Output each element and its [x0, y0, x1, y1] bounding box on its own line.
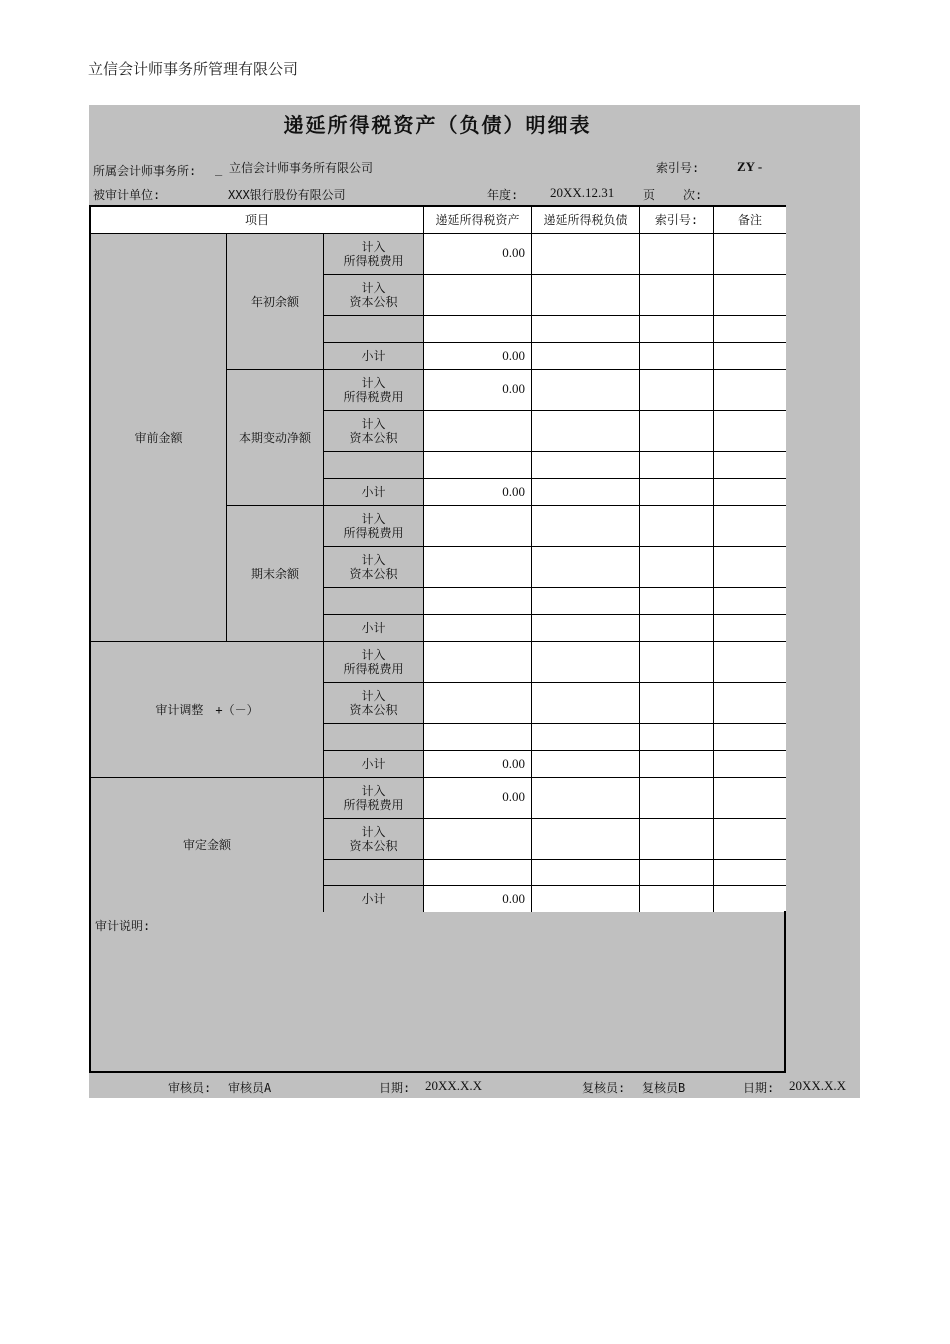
row-label-line: 资本公积 — [349, 567, 398, 581]
table-cell[interactable] — [532, 343, 640, 370]
group-closing-balance: 期末余额 — [227, 506, 324, 642]
section-audited-amount: 审定金额 — [91, 778, 324, 912]
company-header: 立信会计师事务所管理有限公司 — [88, 60, 299, 78]
table-cell[interactable] — [424, 275, 532, 316]
row-label-line: 所得税费用 — [343, 662, 404, 676]
row-label-line: 计入 — [361, 553, 386, 567]
row-label-line: 资本公积 — [349, 295, 398, 309]
table-cell[interactable] — [714, 751, 786, 778]
table-cell[interactable] — [424, 588, 532, 615]
row-label-blank — [324, 724, 424, 751]
table-cell[interactable] — [640, 751, 714, 778]
checker-label: 复核员: — [582, 1081, 626, 1095]
row-label-subtotal: 小计 — [324, 615, 424, 642]
section-audit-adjustment: 审计调整 +（－） — [91, 642, 324, 778]
row-label-blank — [324, 452, 424, 479]
table-cell[interactable] — [714, 506, 786, 547]
date2-label: 日期: — [743, 1081, 775, 1095]
entity-label: 被审计单位: — [93, 188, 161, 202]
audit-notes-box[interactable] — [89, 911, 786, 1073]
change-tax-expense-dta[interactable]: 0.00 — [424, 370, 532, 411]
table-cell[interactable] — [424, 452, 532, 479]
row-label-line: 计入 — [361, 376, 386, 390]
table-cell[interactable] — [532, 642, 640, 683]
table-cell[interactable] — [640, 411, 714, 452]
table-cell[interactable] — [532, 778, 640, 819]
index-label: 索引号: — [656, 161, 700, 175]
table-cell[interactable] — [532, 452, 640, 479]
entity-value: XXX银行股份有限公司 — [228, 188, 346, 202]
signoff-footer — [89, 1073, 860, 1098]
section-pre-audit: 审前金额 — [91, 234, 227, 642]
row-label-line: 资本公积 — [349, 703, 398, 717]
year-value: 20XX.12.31 — [550, 185, 615, 200]
row-label-tax-expense — [324, 778, 424, 819]
sheet-title: 递延所得税资产（负债）明细表 — [283, 113, 592, 137]
table-cell[interactable] — [640, 343, 714, 370]
row-label-line: 所得税费用 — [343, 390, 404, 404]
table-cell[interactable] — [714, 724, 786, 751]
table-cell[interactable] — [424, 547, 532, 588]
table-cell[interactable] — [640, 860, 714, 886]
row-label-capital-reserve — [324, 683, 424, 724]
date2-value: 20XX.X.X — [789, 1078, 847, 1093]
worksheet — [89, 105, 860, 1098]
table-cell[interactable] — [640, 479, 714, 506]
row-label-line: 计入 — [361, 648, 386, 662]
page-label-1: 页 — [643, 188, 656, 202]
table-cell[interactable] — [714, 778, 786, 819]
date1-value: 20XX.X.X — [425, 1078, 483, 1093]
table-cell[interactable] — [714, 819, 786, 860]
table-cell[interactable] — [424, 683, 532, 724]
opening-tax-expense-dta[interactable]: 0.00 — [424, 234, 532, 275]
change-subtotal-dta[interactable]: 0.00 — [424, 479, 532, 506]
row-label-blank — [324, 316, 424, 343]
table-cell[interactable] — [424, 411, 532, 452]
row-label-line: 计入 — [361, 512, 386, 526]
table-cell[interactable] — [714, 370, 786, 411]
date1-label: 日期: — [379, 1081, 411, 1095]
firm-label: 所属会计师事务所: — [93, 164, 197, 178]
table-cell[interactable] — [532, 751, 640, 778]
table-cell[interactable] — [424, 819, 532, 860]
table-cell[interactable] — [640, 588, 714, 615]
table-cell[interactable] — [714, 886, 786, 912]
year-label: 年度: — [487, 188, 519, 202]
table-cell[interactable] — [532, 506, 640, 547]
firm-value: 立信会计师事务所有限公司 — [229, 161, 374, 175]
row-label-blank — [324, 860, 424, 886]
table-cell[interactable] — [532, 819, 640, 860]
table-cell[interactable] — [714, 275, 786, 316]
table-cell[interactable] — [714, 452, 786, 479]
table-cell[interactable] — [424, 642, 532, 683]
table-cell[interactable] — [640, 547, 714, 588]
group-net-change: 本期变动净额 — [227, 370, 324, 506]
row-label-capital-reserve — [324, 819, 424, 860]
row-label-tax-expense — [324, 506, 424, 547]
table-cell[interactable] — [714, 860, 786, 886]
table-cell[interactable] — [532, 588, 640, 615]
table-cell[interactable] — [714, 316, 786, 343]
table-cell[interactable] — [714, 343, 786, 370]
row-label-subtotal: 小计 — [324, 886, 424, 912]
header-dtl: 递延所得税负债 — [532, 207, 640, 234]
row-label-capital-reserve — [324, 275, 424, 316]
table-cell[interactable] — [640, 778, 714, 819]
opening-subtotal-dta[interactable]: 0.00 — [424, 343, 532, 370]
row-label-line: 所得税费用 — [343, 526, 404, 540]
table-cell[interactable] — [532, 316, 640, 343]
row-label-subtotal: 小计 — [324, 479, 424, 506]
index-value: ZY - — [737, 159, 763, 174]
table-cell[interactable] — [714, 615, 786, 642]
table-cell[interactable] — [640, 683, 714, 724]
row-label-line: 计入 — [361, 784, 386, 798]
table-cell[interactable] — [714, 683, 786, 724]
audit-notes-label: 审计说明: — [95, 919, 151, 933]
table-cell[interactable] — [532, 370, 640, 411]
final-subtotal-dta[interactable]: 0.00 — [424, 886, 532, 912]
row-label-line: 所得税费用 — [343, 798, 404, 812]
row-label-line: 资本公积 — [349, 431, 398, 445]
table-cell[interactable] — [640, 506, 714, 547]
row-label-tax-expense — [324, 642, 424, 683]
table-cell[interactable] — [714, 479, 786, 506]
row-label-capital-reserve — [324, 547, 424, 588]
detail-table — [89, 205, 786, 911]
header-item: 项目 — [91, 207, 424, 234]
row-label-line: 计入 — [361, 281, 386, 295]
table-cell[interactable] — [640, 316, 714, 343]
table-cell[interactable] — [532, 615, 640, 642]
row-label-tax-expense — [324, 234, 424, 275]
row-label-line: 计入 — [361, 240, 386, 254]
table-cell[interactable] — [532, 886, 640, 912]
table-cell[interactable] — [640, 642, 714, 683]
table-cell[interactable] — [424, 316, 532, 343]
table-cell[interactable] — [640, 724, 714, 751]
firm-blank: _ — [215, 162, 223, 176]
header-dta: 递延所得税资产 — [424, 207, 532, 234]
table-cell[interactable] — [532, 275, 640, 316]
table-cell[interactable] — [714, 642, 786, 683]
page-label-2: 次: — [683, 188, 703, 202]
table-cell[interactable] — [424, 860, 532, 886]
table-cell[interactable] — [532, 860, 640, 886]
row-label-subtotal: 小计 — [324, 343, 424, 370]
table-cell[interactable] — [424, 724, 532, 751]
row-label-line: 计入 — [361, 417, 386, 431]
table-cell[interactable] — [532, 479, 640, 506]
table-cell[interactable] — [640, 615, 714, 642]
row-label-tax-expense — [324, 370, 424, 411]
table-cell[interactable] — [532, 683, 640, 724]
table-cell[interactable] — [640, 819, 714, 860]
table-cell[interactable] — [532, 547, 640, 588]
group-opening-balance: 年初余额 — [227, 234, 324, 370]
table-cell[interactable] — [532, 234, 640, 275]
table-cell[interactable] — [640, 452, 714, 479]
table-cell[interactable] — [714, 411, 786, 452]
table-cell[interactable] — [424, 615, 532, 642]
table-cell[interactable] — [532, 411, 640, 452]
table-cell[interactable] — [714, 547, 786, 588]
row-label-subtotal: 小计 — [324, 751, 424, 778]
row-label-line: 所得税费用 — [343, 254, 404, 268]
table-cell[interactable] — [640, 234, 714, 275]
table-cell[interactable] — [714, 588, 786, 615]
table-cell[interactable] — [714, 234, 786, 275]
header-remark: 备注 — [714, 207, 786, 234]
table-cell[interactable] — [424, 506, 532, 547]
reviewer-label: 审核员: — [168, 1081, 212, 1095]
row-label-line: 计入 — [361, 825, 386, 839]
table-cell[interactable] — [532, 724, 640, 751]
adjust-subtotal-dta[interactable]: 0.00 — [424, 751, 532, 778]
table-cell[interactable] — [640, 886, 714, 912]
reviewer-value: 审核员A — [228, 1081, 272, 1095]
row-label-blank — [324, 588, 424, 615]
row-label-capital-reserve — [324, 411, 424, 452]
final-tax-expense-dta[interactable]: 0.00 — [424, 778, 532, 819]
checker-value: 复核员B — [642, 1081, 686, 1095]
table-cell[interactable] — [640, 370, 714, 411]
row-label-line: 资本公积 — [349, 839, 398, 853]
row-label-line: 计入 — [361, 689, 386, 703]
header-index: 索引号: — [640, 207, 714, 234]
table-cell[interactable] — [640, 275, 714, 316]
